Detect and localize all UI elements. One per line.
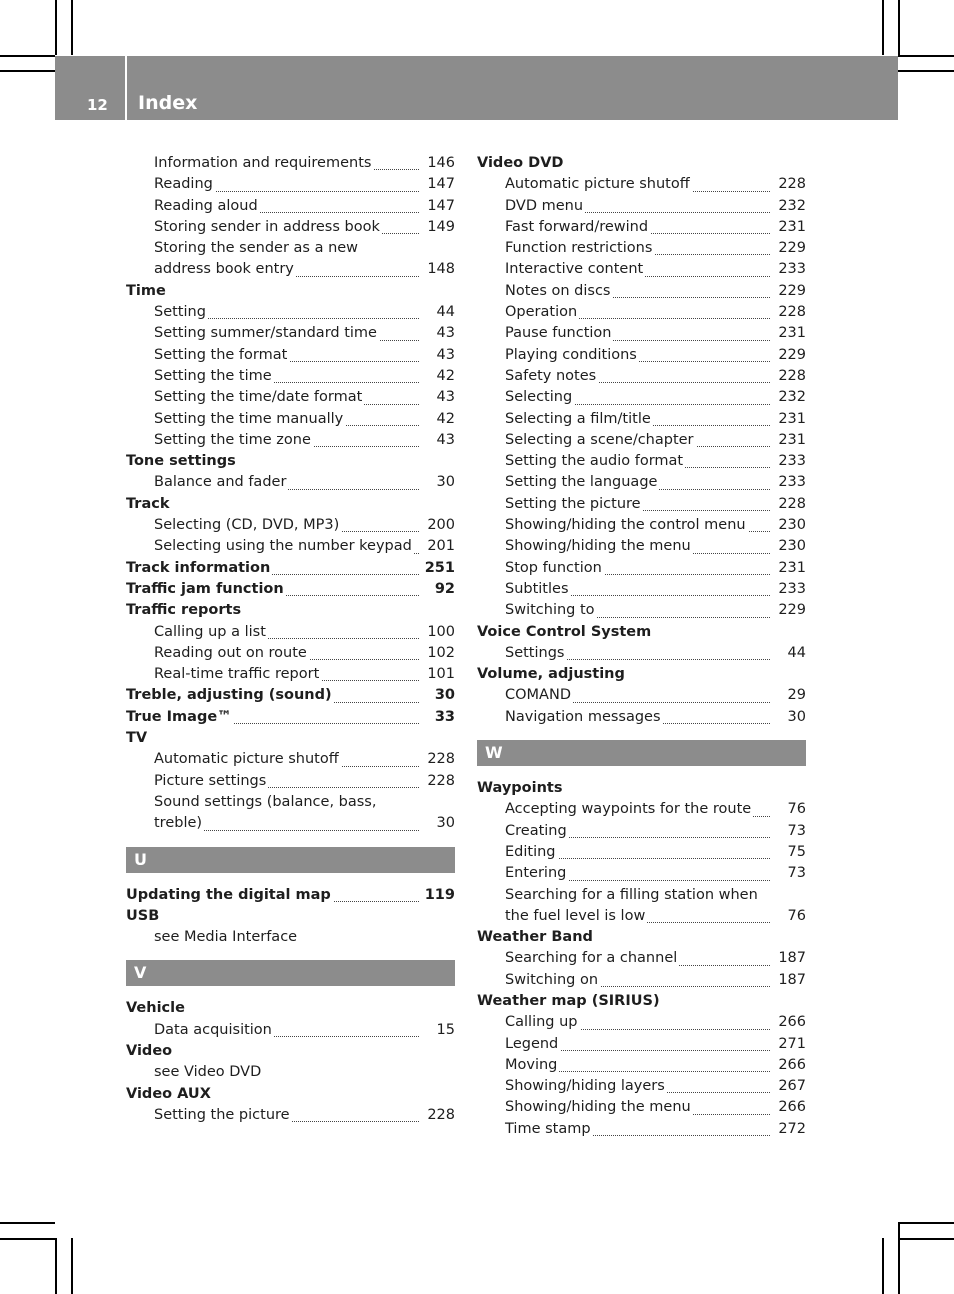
entry-label: Legend	[505, 1035, 559, 1052]
entry-label: TV	[126, 730, 148, 747]
section-letter-header: W	[477, 740, 806, 766]
index-subentry	[126, 345, 455, 366]
entry-label: address book entry	[154, 261, 294, 278]
crop-mark	[71, 0, 73, 55]
index-subentry	[477, 345, 806, 366]
page-reference: 149	[424, 217, 455, 238]
page-reference: 15	[434, 1020, 455, 1041]
index-entry	[477, 991, 806, 1012]
entry-label: Selecting	[505, 389, 573, 406]
entry-label: Selecting a scene/chapter	[505, 431, 694, 448]
entry-label: the fuel level is low	[505, 907, 646, 924]
index-subentry	[477, 494, 806, 515]
index-column-right	[477, 153, 806, 1140]
index-subentry	[477, 515, 806, 536]
index-entry	[126, 998, 455, 1019]
page-reference: 147	[424, 174, 455, 195]
page-reference: 230	[775, 536, 806, 557]
index-subentry	[126, 1062, 455, 1083]
index-subentry	[477, 970, 806, 991]
index-entry	[126, 728, 455, 749]
index-subentry	[477, 643, 806, 664]
page-reference: 231	[775, 217, 806, 238]
entry-label: see Video DVD	[154, 1064, 262, 1081]
page-reference: 228	[775, 174, 806, 195]
page-reference: 233	[775, 259, 806, 280]
header-divider	[125, 56, 127, 120]
index-entry	[126, 579, 455, 600]
entry-label: Showing/hiding the control menu	[505, 517, 746, 534]
entry-label: Treble, adjusting (sound)	[126, 687, 332, 704]
page-reference: 30	[785, 707, 806, 728]
page-reference: 272	[775, 1119, 806, 1140]
index-subentry	[126, 196, 455, 217]
index-subentry	[477, 579, 806, 600]
crop-mark	[0, 70, 55, 72]
index-subentry	[477, 685, 806, 706]
entry-label: Safety notes	[505, 367, 597, 384]
entry-label: Function restrictions	[505, 240, 653, 257]
entry-label: Weather Band	[477, 929, 593, 946]
index-subentry	[477, 281, 806, 302]
page-reference: 229	[775, 281, 806, 302]
entry-label: Setting the picture	[505, 495, 641, 512]
entry-label: Voice Control System	[477, 623, 652, 640]
index-subentry	[477, 948, 806, 969]
page-reference: 228	[775, 302, 806, 323]
index-subentry	[126, 1105, 455, 1126]
index-entry	[477, 927, 806, 948]
entry-label: Settings	[505, 644, 565, 661]
entry-label: Switching on	[505, 971, 599, 988]
entry-label: Real-time traffic report	[154, 666, 320, 683]
index-entry	[126, 707, 455, 728]
entry-label: Storing sender in address book	[154, 218, 380, 235]
page-number: 12	[87, 96, 108, 114]
index-entry	[477, 778, 806, 799]
index-subentry	[477, 217, 806, 238]
index-subentry	[126, 302, 455, 323]
index-subentry	[477, 885, 806, 906]
page-reference: 92	[432, 579, 455, 600]
index-subentry	[477, 1097, 806, 1118]
index-entry	[126, 885, 455, 906]
index-entry	[126, 1041, 455, 1062]
index-entry	[126, 1084, 455, 1105]
index-subentry	[477, 430, 806, 451]
page-reference: 233	[775, 472, 806, 493]
entry-label: Editing	[505, 843, 556, 860]
entry-label: Notes on discs	[505, 282, 611, 299]
page-reference: 233	[775, 579, 806, 600]
entry-label: Showing/hiding the menu	[505, 1099, 691, 1116]
index-subentry	[126, 238, 455, 259]
page-reference: 75	[785, 842, 806, 863]
index-subentry	[126, 217, 455, 238]
page-reference: 73	[785, 863, 806, 884]
index-subentry	[126, 622, 455, 643]
entry-label: Data acquisition	[154, 1021, 272, 1038]
page-reference: 201	[424, 536, 455, 557]
entry-label: Setting the audio format	[505, 453, 684, 470]
entry-label: Showing/hiding layers	[505, 1078, 665, 1095]
page-reference: 231	[775, 409, 806, 430]
page-reference: 76	[785, 906, 806, 927]
index-subentry	[477, 238, 806, 259]
page-reference: 228	[775, 366, 806, 387]
index-subentry	[477, 906, 806, 927]
section-letter-header: V	[126, 960, 455, 986]
entry-label: Automatic picture shutoff	[154, 751, 339, 768]
page-reference: 29	[785, 685, 806, 706]
entry-label: Picture settings	[154, 772, 267, 789]
page-reference: 187	[775, 948, 806, 969]
crop-mark	[882, 1238, 884, 1294]
index-entry	[126, 494, 455, 515]
entry-label: Switching to	[505, 602, 595, 619]
entry-label: Selecting a film/title	[505, 410, 651, 427]
entry-label: Navigation messages	[505, 708, 661, 725]
page-reference: 229	[775, 345, 806, 366]
entry-label: Balance and fader	[154, 474, 287, 491]
index-subentry	[477, 174, 806, 195]
page-reference: 100	[424, 622, 455, 643]
entry-label: Traffic jam function	[126, 580, 284, 597]
index-subentry	[477, 302, 806, 323]
crop-mark	[898, 70, 954, 72]
crop-mark	[71, 1238, 73, 1294]
page-reference: 266	[775, 1097, 806, 1118]
page-reference: 146	[424, 153, 455, 174]
entry-label: Updating the digital map	[126, 886, 331, 903]
entry-label: Setting the time/date format	[154, 389, 363, 406]
entry-label: Tone settings	[126, 453, 236, 470]
entry-label: Setting the time zone	[154, 431, 311, 448]
entry-label: DVD menu	[505, 197, 584, 214]
page-reference: 44	[434, 302, 455, 323]
entry-label: Information and requirements	[154, 155, 372, 171]
index-subentry	[126, 430, 455, 451]
page-reference: 233	[775, 451, 806, 472]
page-header	[55, 56, 898, 120]
entry-label: Reading aloud	[154, 197, 258, 214]
index-subentry	[477, 536, 806, 557]
index-subentry	[126, 174, 455, 195]
index-subentry	[126, 536, 455, 557]
page-reference: 30	[434, 813, 455, 834]
entry-label: Selecting using the number keypad	[154, 538, 412, 555]
entry-label: Pause function	[505, 325, 612, 342]
entry-label: Setting	[154, 304, 206, 321]
entry-label: Fast forward/rewind	[505, 218, 649, 235]
entry-label: Moving	[505, 1056, 558, 1073]
entry-label: Time stamp	[505, 1120, 591, 1137]
index-entry	[126, 600, 455, 621]
index-subentry	[477, 472, 806, 493]
page-reference: 30	[432, 685, 455, 706]
entry-label: Calling up	[505, 1014, 578, 1031]
entry-label: Searching for a filling station when	[505, 886, 758, 903]
page-reference: 43	[434, 430, 455, 451]
crop-mark	[882, 0, 884, 55]
page-reference: 271	[775, 1034, 806, 1055]
index-subentry	[477, 558, 806, 579]
index-subentry	[477, 842, 806, 863]
page-reference: 42	[434, 409, 455, 430]
index-subentry	[126, 259, 455, 280]
page-reference: 231	[775, 430, 806, 451]
page-reference: 101	[424, 664, 455, 685]
page-reference: 43	[434, 387, 455, 408]
entry-label: Reading out on route	[154, 644, 307, 661]
index-subentry	[126, 1020, 455, 1041]
index-subentry	[126, 472, 455, 493]
crop-mark	[898, 55, 954, 57]
index-entry	[477, 153, 806, 174]
section-letter-header: U	[126, 847, 455, 873]
index-subentry	[477, 799, 806, 820]
page-reference: 119	[422, 885, 455, 906]
index-subentry	[126, 323, 455, 344]
index-subentry	[126, 664, 455, 685]
entry-label: Video	[126, 1042, 173, 1059]
crop-mark	[0, 55, 55, 57]
page-reference: 30	[434, 472, 455, 493]
entry-label: Weather map (SIRIUS)	[477, 992, 660, 1009]
index-subentry	[477, 1055, 806, 1076]
entry-label: Calling up a list	[154, 623, 266, 640]
index-subentry	[126, 749, 455, 770]
page-reference: 231	[775, 323, 806, 344]
entry-label: Setting the picture	[154, 1106, 290, 1123]
index-entry	[126, 906, 455, 927]
crop-mark	[0, 1222, 55, 1224]
page-reference: 228	[775, 494, 806, 515]
page-reference: 43	[434, 323, 455, 344]
index-subentry	[477, 863, 806, 884]
page-reference: 229	[775, 238, 806, 259]
page-reference: 228	[424, 1105, 455, 1126]
entry-label: Sound settings (balance, bass,	[154, 793, 377, 810]
page-reference: 102	[424, 643, 455, 664]
entry-label: Automatic picture shutoff	[505, 176, 690, 193]
index-subentry	[477, 1076, 806, 1097]
index-subentry	[126, 792, 455, 813]
entry-label: treble)	[154, 815, 203, 832]
entry-label: Creating	[505, 822, 567, 839]
entry-label: Vehicle	[126, 1000, 185, 1017]
page-reference: 147	[424, 196, 455, 217]
entry-label: Traffic reports	[126, 602, 242, 619]
crop-mark	[898, 1222, 954, 1224]
entry-label: Searching for a channel	[505, 950, 678, 967]
page-reference: 200	[424, 515, 455, 536]
index-subentry	[477, 409, 806, 430]
index-subentry	[477, 1012, 806, 1033]
crop-mark	[898, 0, 900, 55]
page-reference: 266	[775, 1055, 806, 1076]
index-subentry	[477, 387, 806, 408]
index-subentry	[126, 813, 455, 834]
index-subentry	[477, 600, 806, 621]
page-reference: 73	[785, 821, 806, 842]
index-subentry	[477, 259, 806, 280]
entry-label: Setting the language	[505, 474, 658, 491]
crop-mark	[898, 1222, 900, 1294]
entry-label: Video AUX	[126, 1085, 211, 1102]
entry-label: Reading	[154, 176, 213, 193]
entry-label: Showing/hiding the menu	[505, 538, 691, 555]
entry-label: True Image™	[126, 708, 232, 725]
index-subentry	[477, 366, 806, 387]
entry-label: Playing conditions	[505, 346, 637, 363]
index-subentry	[126, 927, 455, 948]
index-subentry	[477, 1119, 806, 1140]
crop-mark	[898, 1238, 954, 1240]
page-reference: 230	[775, 515, 806, 536]
entry-label: Waypoints	[477, 780, 563, 797]
entry-label: Volume, adjusting	[477, 666, 625, 683]
crop-mark	[55, 1238, 57, 1294]
page-reference: 228	[424, 771, 455, 792]
page-reference: 148	[424, 259, 455, 280]
index-subentry	[477, 707, 806, 728]
index-subentry	[477, 196, 806, 217]
entry-label: USB	[126, 907, 160, 924]
crop-mark	[0, 1238, 55, 1240]
index-subentry	[126, 643, 455, 664]
index-subentry	[126, 409, 455, 430]
index-entry	[477, 664, 806, 685]
page-reference: 76	[785, 799, 806, 820]
index-entry	[126, 451, 455, 472]
entry-label: Operation	[505, 304, 578, 321]
page-reference: 44	[785, 643, 806, 664]
page-reference: 267	[775, 1076, 806, 1097]
index-entry	[126, 558, 455, 579]
entry-label: Time	[126, 282, 166, 299]
page-reference: 229	[775, 600, 806, 621]
index-entry	[126, 685, 455, 706]
entry-label: Interactive content	[505, 261, 644, 278]
index-subentry	[126, 366, 455, 387]
entry-label: Selecting (CD, DVD, MP3)	[154, 517, 340, 534]
index-column-left	[126, 153, 455, 1126]
index-subentry	[477, 323, 806, 344]
entry-label: Stop function	[505, 559, 602, 576]
index-entry	[477, 622, 806, 643]
index-subentry	[126, 515, 455, 536]
index-subentry	[126, 387, 455, 408]
index-subentry	[126, 153, 455, 174]
entry-label: Accepting waypoints for the route	[505, 801, 752, 818]
page-reference: 187	[775, 970, 806, 991]
page-reference: 266	[775, 1012, 806, 1033]
crop-mark	[55, 0, 57, 55]
entry-label: Track information	[126, 559, 271, 576]
page-reference: 42	[434, 366, 455, 387]
entry-label: Track	[126, 495, 170, 512]
page-title: Index	[138, 92, 198, 114]
index-subentry	[477, 821, 806, 842]
page-reference: 231	[775, 558, 806, 579]
page-reference: 228	[424, 749, 455, 770]
entry-label: COMAND	[505, 687, 571, 704]
entry-label: Setting the format	[154, 346, 288, 363]
page-reference: 232	[775, 196, 806, 217]
entry-label: see Media Interface	[154, 929, 298, 946]
index-subentry	[477, 451, 806, 472]
entry-label: Subtitles	[505, 580, 569, 597]
entry-label: Setting summer/standard time	[154, 325, 377, 342]
index-entry	[126, 281, 455, 302]
index-subentry	[477, 1034, 806, 1055]
index-subentry	[126, 771, 455, 792]
page-reference: 43	[434, 345, 455, 366]
page-reference: 232	[775, 387, 806, 408]
entry-label: Entering	[505, 865, 567, 882]
entry-label: Setting the time manually	[154, 410, 344, 427]
page-reference: 251	[422, 558, 455, 579]
entry-label: Video DVD	[477, 155, 564, 171]
entry-label: Storing the sender as a new	[154, 240, 359, 257]
entry-label: Setting the time	[154, 367, 272, 384]
page-reference: 33	[432, 707, 455, 728]
